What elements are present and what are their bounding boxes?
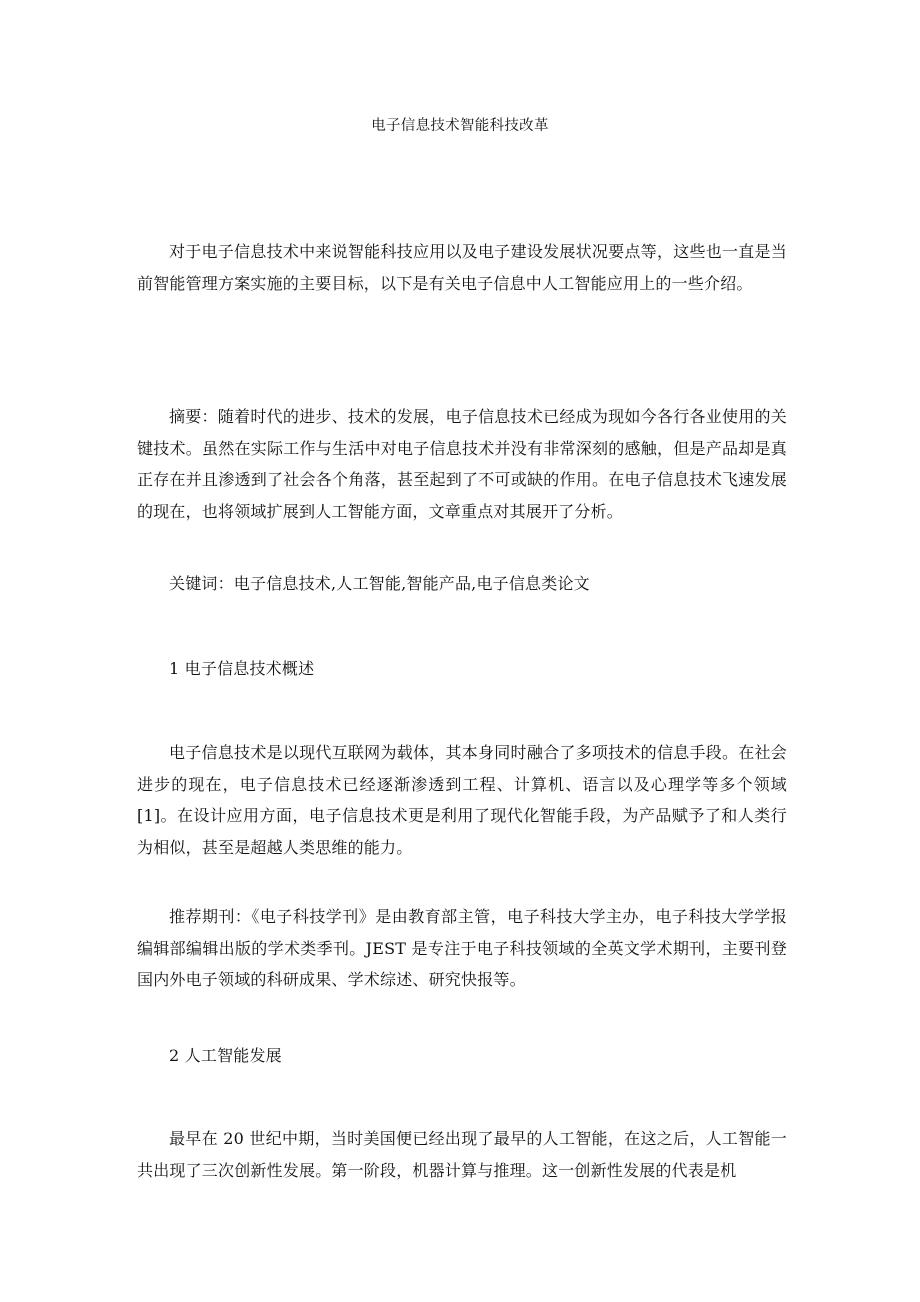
keywords-line: 关键词：电子信息技术,人工智能,智能产品,电子信息类论文 xyxy=(169,574,590,593)
document-title: 电子信息技术智能科技改革 xyxy=(371,118,549,134)
recommendation-paragraph: 推荐期刊：《电子科技学刊》是由教育部主管，电子科技大学主办，电子科技大学学报编辑部编辑出版的学术类季刊。JEST 是专注于电子科技领域的全英文学术期刊，主要刊登国内外电子领域的科研成果、学术综述、研究快报等。 xyxy=(137,907,787,989)
section-2-paragraph: 最早在 20 世纪中期，当时美国便已经出现了最早的人工智能，在这之后，人工智能一共出现了三次创新性发展。第一阶段，机器计算与推理。这一创新性发展的代表是机 xyxy=(137,1129,787,1180)
section-2-heading: 2 人工智能发展 xyxy=(169,1046,282,1065)
intro-paragraph: 对于电子信息技术中来说智能科技应用以及电子建设发展状况要点等，这些也一直是当前智能管理方案实施的主要目标，以下是有关电子信息中人工智能应用上的一些介绍。 xyxy=(137,242,787,293)
section-1-paragraph: 电子信息技术是以现代互联网为载体，其本身同时融合了多项技术的信息手段。在社会进步的现在，电子信息技术已经逐渐渗透到工程、计算机、语言以及心理学等多个领域[1]。在设计应用方面，电子信息技术更是利用了现代化智能手段，为产品赋予了和人类行为相似，甚至是超越人类思维的能力。 xyxy=(137,743,787,857)
section-1-heading: 1 电子信息技术概述 xyxy=(169,659,315,678)
abstract-paragraph: 摘要：随着时代的进步、技术的发展，电子信息技术已经成为现如今各行各业使用的关键技术。虽然在实际工作与生活中对电子信息技术并没有非常深刻的感触，但是产品却是真正存在并且渗透到了社会各个角落，甚至起到了不可或缺的作用。在电子信息技术飞速发展的现在，也将领域扩展到人工智能方面，文章重点对其展开了分析。 xyxy=(137,407,787,521)
